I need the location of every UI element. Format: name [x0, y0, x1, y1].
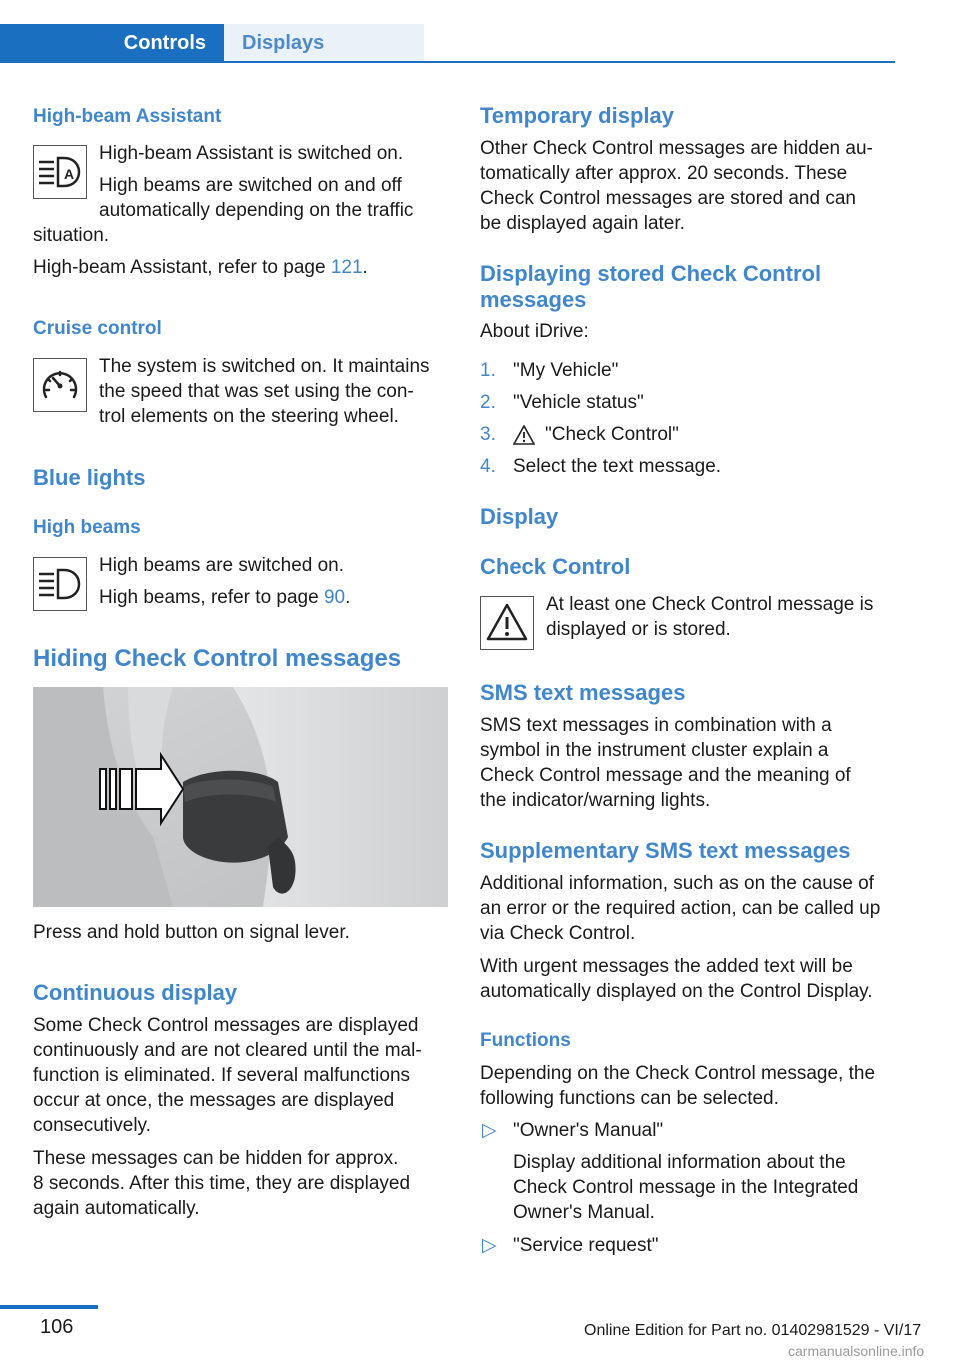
- high-beams-icon: [33, 557, 87, 611]
- temporary-display-heading: Temporary display: [480, 103, 674, 128]
- sms-line-3: Check Control message and the meaning of: [480, 765, 851, 786]
- bullet-2-marker: ▷: [482, 1235, 497, 1256]
- check-control-icon: [480, 596, 534, 650]
- functions-heading: Functions: [480, 1030, 571, 1051]
- owners-manual-desc-1: Display additional information about the: [513, 1152, 846, 1173]
- footer-rule: [0, 1305, 98, 1309]
- stored-messages-heading-2: messages: [480, 287, 587, 312]
- hidden-line-3: again automatically.: [33, 1198, 200, 1219]
- cruise-line-3: trol elements on the steering wheel.: [99, 406, 399, 427]
- signal-lever-illustration: [33, 687, 448, 907]
- tab-displays[interactable]: Displays: [224, 24, 424, 62]
- supp-line-4: With urgent messages the added text will be: [480, 956, 853, 977]
- continuous-line-3: function is eliminated. If several malfunctions: [33, 1065, 411, 1086]
- page-number: 106: [40, 1316, 74, 1338]
- cruise-line-2: the speed that was set using the con‐: [99, 381, 414, 402]
- hb-page-link[interactable]: 90: [323, 587, 346, 608]
- cruise-control-icon: [33, 358, 87, 412]
- cruise-control-heading: Cruise control: [33, 318, 162, 339]
- owners-manual-desc-2: Check Control message in the Integrated: [513, 1177, 859, 1198]
- continuous-line-2: continuously and are not cleared until the mal‐: [33, 1040, 422, 1061]
- warning-triangle-icon: [513, 425, 535, 450]
- func-line-1: Depending on the Check Control message, the: [480, 1063, 876, 1084]
- sms-line-2: symbol in the instrument cluster explain a: [480, 740, 829, 761]
- temp-line-2: tomatically after approx. 20 seconds. These: [480, 163, 848, 184]
- step-4-number: 4.: [480, 456, 496, 477]
- hidden-line-1: These messages can be hidden for approx.: [33, 1148, 399, 1169]
- supp-line-1: Additional information, such as on the cause of: [480, 873, 874, 894]
- blue-lights-heading: Blue lights: [33, 465, 146, 490]
- step-3-text: "Check Control": [545, 424, 679, 445]
- hba-line-4: situation.: [33, 225, 110, 246]
- svg-text:A: A: [63, 166, 75, 182]
- hb-line-1: High beams are switched on.: [99, 555, 345, 576]
- supp-line-3: via Check Control.: [480, 923, 636, 944]
- hiding-check-control-heading: Hiding Check Control messages: [33, 645, 402, 672]
- continuous-line-5: consecutively.: [33, 1115, 151, 1136]
- hba-line-2: High beams are switched on and off: [99, 175, 402, 196]
- supplementary-sms-heading: Supplementary SMS text messages: [480, 838, 851, 863]
- stored-messages-heading-1: Displaying stored Check Control: [480, 261, 822, 286]
- bullet-1-marker: ▷: [482, 1120, 497, 1141]
- bullet-owners-manual: "Owner's Manual": [513, 1120, 664, 1141]
- hba-line-1: High-beam Assistant is switched on.: [99, 143, 404, 164]
- press-hold-text: Press and hold button on signal lever.: [33, 922, 350, 943]
- sms-line-1: SMS text messages in combination with a: [480, 715, 832, 736]
- step-1-number: 1.: [480, 360, 496, 381]
- edition-text: Online Edition for Part no. 01402981529 - VI/17: [584, 1322, 922, 1339]
- continuous-line-4: occur at once, the messages are displayed: [33, 1090, 395, 1111]
- hidden-line-2: 8 seconds. After this time, they are displayed: [33, 1173, 411, 1194]
- tab-controls[interactable]: Controls: [0, 24, 224, 62]
- step-2-text: "Vehicle status": [513, 392, 644, 413]
- temp-line-1: Other Check Control messages are hidden au‐: [480, 138, 873, 159]
- high-beam-assistant-icon: [33, 145, 87, 199]
- cc-line-1: At least one Check Control message is: [546, 594, 874, 615]
- bullet-service-request: "Service request": [513, 1235, 659, 1256]
- header-rule: [0, 61, 895, 63]
- step-4-text: Select the text message.: [513, 456, 722, 477]
- sms-line-4: the indicator/warning lights.: [480, 790, 711, 811]
- func-line-2: following functions can be selected.: [480, 1088, 779, 1109]
- continuous-line-1: Some Check Control messages are displayed: [33, 1015, 419, 1036]
- about-idrive: About iDrive:: [480, 321, 589, 342]
- cc-line-2: displayed or is stored.: [546, 619, 731, 640]
- hba-page-link[interactable]: 121: [330, 257, 363, 278]
- owners-manual-desc-3: Owner's Manual.: [513, 1202, 655, 1223]
- hba-reference: High-beam Assistant, refer to page 121.: [33, 257, 368, 278]
- supp-line-5: automatically displayed on the Control Display.: [480, 981, 873, 1002]
- step-1-text: "My Vehicle": [513, 360, 619, 381]
- hb-reference-text: High beams, refer to page: [99, 587, 324, 608]
- hba-line-3: automatically depending on the traffic: [99, 200, 414, 221]
- step-3-number: 3.: [480, 424, 496, 445]
- supp-line-2: an error or the required action, can be called up: [480, 898, 881, 919]
- continuous-display-heading: Continuous display: [33, 980, 238, 1005]
- cruise-line-1: The system is switched on. It maintains: [99, 356, 430, 377]
- step-2-number: 2.: [480, 392, 496, 413]
- watermark: carmanualsonline.info: [788, 1343, 925, 1359]
- high-beams-heading: High beams: [33, 517, 141, 538]
- high-beam-assistant-heading: High-beam Assistant: [33, 106, 222, 127]
- hba-reference-text: High-beam Assistant, refer to page: [33, 257, 331, 278]
- temp-line-4: be displayed again later.: [480, 213, 685, 234]
- check-control-heading: Check Control: [480, 554, 631, 579]
- sms-heading: SMS text messages: [480, 680, 686, 705]
- display-heading: Display: [480, 504, 559, 529]
- temp-line-3: Check Control messages are stored and can: [480, 188, 856, 209]
- hb-reference: High beams, refer to page 90.: [99, 587, 351, 608]
